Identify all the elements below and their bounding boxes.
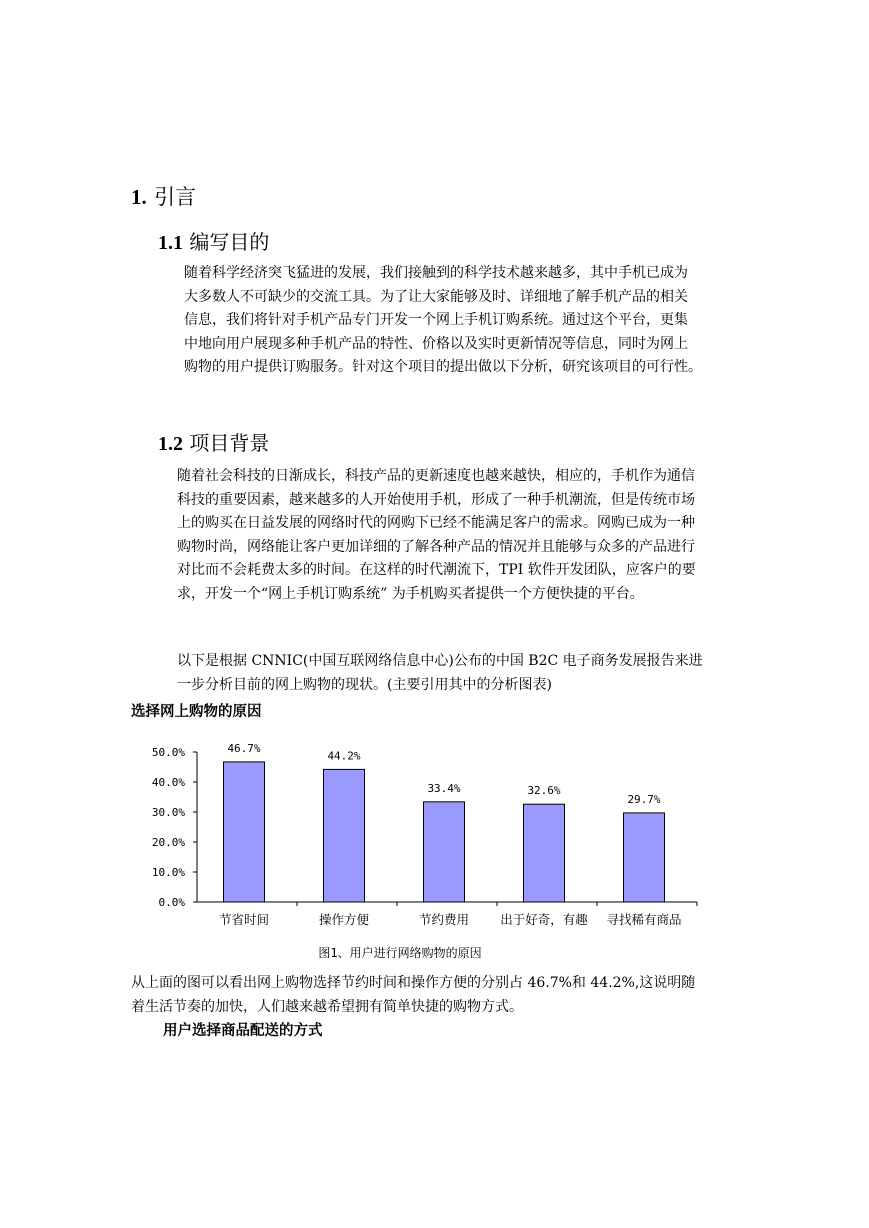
text-line: 对比而不会耗费太多的时间。在这样的时代潮流下，TPI 软件开发团队，应客户的要 [177, 562, 696, 578]
bar [624, 813, 665, 902]
x-tick-label: 节省时间 [218, 912, 270, 927]
x-tick-label: 节约费用 [418, 912, 470, 927]
y-tick-label: 50.0% [151, 746, 185, 759]
section-title: 编写目的 [189, 230, 270, 254]
text-line: 随着社会科技的日渐成长，科技产品的更新速度也越来越快，相应的，手机作为通信 [177, 468, 695, 484]
figure-caption: 图1、用户进行网络购物的原因 [318, 946, 482, 960]
y-tick-label: 30.0% [151, 806, 185, 819]
bar [524, 804, 565, 902]
y-tick-label: 0.0% [158, 896, 185, 909]
text-line: 着生活节奏的加快，人们越来越希望拥有简单快捷的购物方式。 [131, 998, 523, 1015]
section-heading-1-2 [158, 430, 269, 457]
section-title: 引言 [154, 185, 197, 209]
y-tick-label: 40.0% [151, 776, 185, 789]
x-tick-label: 出于好奇，有趣 [500, 912, 588, 927]
bar [324, 769, 365, 902]
text-line: 以下是根据 CNNIC(中国互联网络信息中心)公布的中国 B2C 电子商务发展报告来进 [177, 653, 703, 669]
text-line: 科技的重要因素，越来越多的人开始使用手机，形成了一种手机潮流，但是传统市场 [177, 491, 695, 508]
x-tick-label: 寻找稀有商品 [606, 912, 682, 927]
section-number: 1. [131, 185, 147, 209]
paragraph-analysis [131, 972, 751, 1019]
text-line: 大多数人不可缺少的交流工具。为了让大家能够及时、详细地了解手机产品的相关 [184, 288, 688, 305]
data-label: 32.6% [527, 784, 561, 798]
text-line: 一步分析目前的网上购物的现状。(主要引用其中的分析图表) [177, 676, 552, 693]
section-heading-1-1 [158, 229, 269, 256]
text-line: 信息，我们将针对手机产品专门开发一个网上手机订购系统。通过这个平台，更集 [184, 312, 688, 328]
paragraph-background [177, 465, 742, 606]
figure-heading: 选择网上购物的原因 [131, 704, 262, 720]
figure-heading: 用户选择商品配送的方式 [163, 1023, 323, 1039]
section-title: 项目背景 [189, 431, 270, 455]
data-label: 46.7% [227, 741, 261, 755]
section-number: 1.1 [158, 232, 183, 254]
y-tick-label: 20.0% [151, 836, 185, 849]
text-line: 中地向用户展现多种手机产品的特性、价格以及实时更新情况等信息，同时为网上 [184, 335, 688, 352]
paragraph-intro [149, 650, 749, 697]
text-line: 求，开发一个“网上手机订购系统” 为手机购买者提供一个方便快捷的平台。 [177, 585, 644, 602]
data-label: 44.2% [327, 749, 361, 763]
text-line: 随着科学经济突飞猛进的发展，我们接触到的科学技术越来越多，其中手机已成为 [184, 265, 688, 281]
data-label: 29.7% [627, 792, 661, 806]
section-heading-1 [131, 184, 196, 210]
bar [224, 762, 265, 902]
text-line: 购物的用户提供订购服务。针对这个项目的提出做以下分析，研究该项目的可行性。 [184, 359, 702, 375]
text-line: 上的购买在日益发展的网络时代的网购下已经不能满足客户的需求。网购已成为一种 [177, 515, 695, 531]
data-label: 33.4% [427, 781, 461, 795]
bar [424, 802, 465, 902]
section-number: 1.2 [158, 433, 183, 455]
text-line: 购物时尚，网络能让客户更加详细的了解各种产品的情况并且能够与众多的产品进行 [177, 538, 695, 555]
y-tick-label: 10.0% [151, 866, 185, 879]
paragraph-purpose [184, 262, 744, 380]
text-line: 从上面的图可以看出网上购物选择节约时间和操作方便的分别占 46.7%和 44.2%,这说明随 [131, 975, 696, 991]
x-tick-label: 操作方便 [318, 912, 370, 927]
bar-chart [140, 738, 700, 968]
